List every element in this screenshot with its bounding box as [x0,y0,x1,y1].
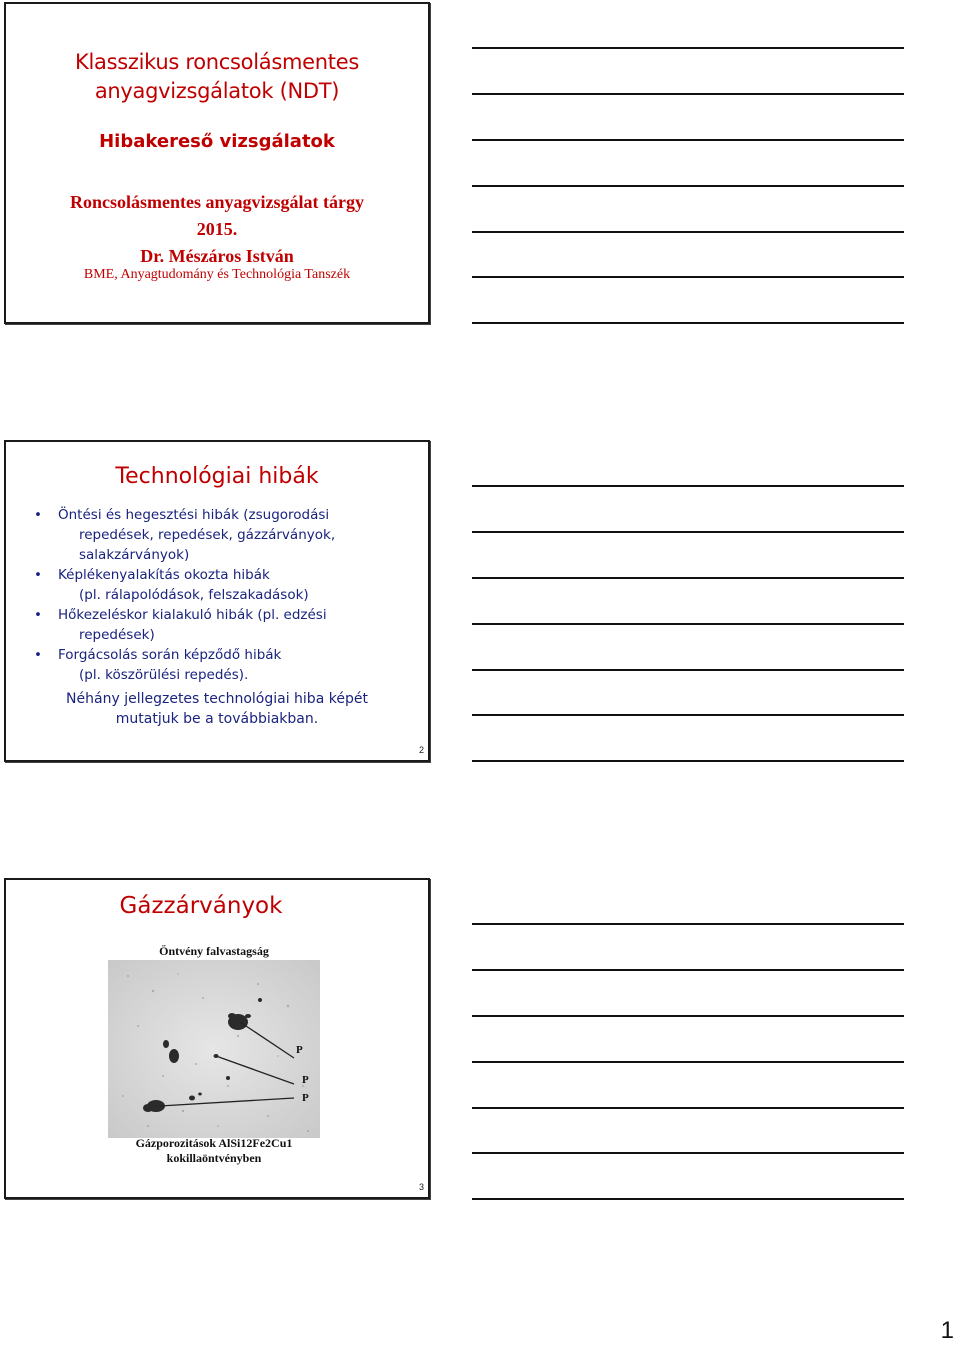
note-line [472,322,904,324]
note-line [472,1152,904,1154]
slide-3-title: Gázzárványok [119,893,283,919]
note-line [472,623,904,625]
note-line [472,1061,904,1063]
list-item: • Képlékenyalakítás okozta hibák (pl. rálapolódások, felszakadások) [34,567,309,603]
note-line [472,485,904,487]
slide-2-bullet-list [30,505,410,685]
list-item: • Forgácsolás során képződő hibák (pl. köszörülési repedés). [34,647,282,683]
note-line [472,1107,904,1109]
slide-2-title: Technológiai hibák [115,464,319,489]
bullet-icon: • [34,647,42,663]
slide-page-number: 3 [418,1182,424,1192]
bullet-icon: • [34,507,42,523]
slide-1 [4,2,430,324]
note-line [472,669,904,671]
course-name: Roncsolásmentes anyagvizsgálat tárgy [70,192,364,212]
note-line [472,760,904,762]
slide-2 [4,440,430,762]
note-line [472,1015,904,1017]
photo-label-p: P [296,1044,303,1056]
slide-2-footer-text: Néhány jellegzetes technológiai hiba képét mutatjuk be a továbbiakban. [66,691,368,727]
micrograph-photo [108,936,320,1172]
slide-1-course-info [6,189,428,270]
note-line [472,714,904,716]
note-line [472,577,904,579]
bullet-icon: • [34,607,42,623]
note-line [472,47,904,49]
note-line [472,185,904,187]
note-line [472,531,904,533]
slide-page-number: 2 [418,745,424,755]
pdf-page-number: 1 [940,1317,954,1344]
slide-1-title-line-1: Klasszikus roncsolásmentes [75,50,359,74]
slide-1-subtitle: Hibakereső vizsgálatok [99,131,335,152]
note-line [472,1198,904,1200]
author-name: Dr. Mészáros István [140,246,294,266]
list-item: • Hőkezeléskor kialakuló hibák (pl. edzési repedések) [34,607,327,643]
slide-1-title-line-2: anyagvizsgálatok (NDT) [94,79,340,103]
photo-label-p: P [302,1092,309,1104]
note-line [472,231,904,233]
note-line [472,969,904,971]
course-year: 2015. [196,219,238,239]
note-line [472,139,904,141]
slide-3 [4,878,430,1199]
note-line [472,923,904,925]
bullet-icon: • [34,567,42,583]
photo-caption-bottom: Gázporozitások AlSi12Fe2Cu1 kokillaöntvényben [135,1136,293,1165]
note-line [472,93,904,95]
department: BME, Anyagtudomány és Technológia Tanszék [83,267,351,282]
list-item: • Öntési és hegesztési hibák (zsugorodási repedések, repedések, gázzárványok, salakzárványok) [34,507,336,563]
slide-1-title [6,48,428,106]
photo-caption-top: Öntvény falvastagság [159,944,269,958]
note-line [472,276,904,278]
photo-label-p: P [302,1074,309,1086]
